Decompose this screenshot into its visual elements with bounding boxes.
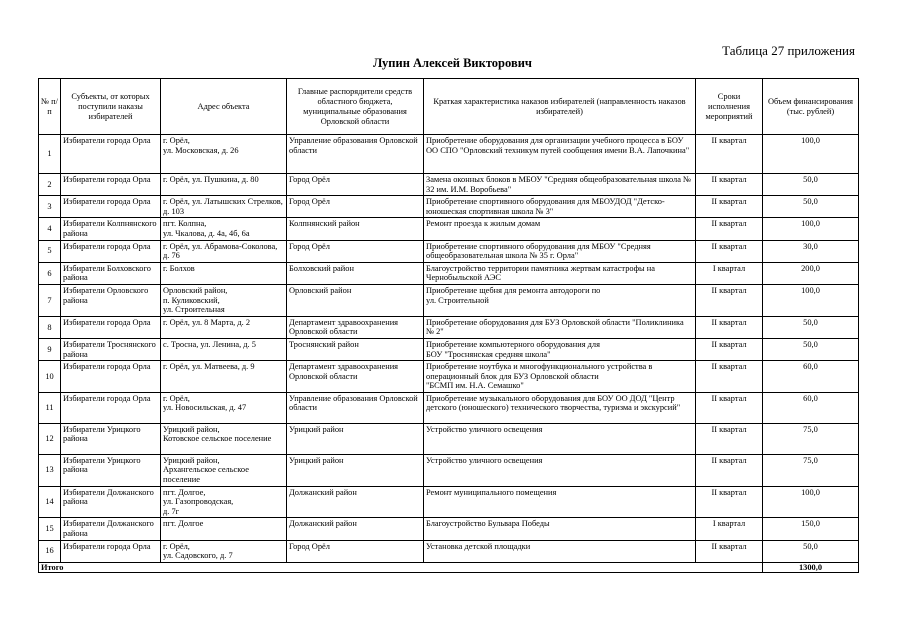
row-description: Ремонт муниципального помещения (424, 486, 696, 518)
row-address: пгт. Долгое (161, 518, 287, 540)
row-subject: Избиратели города Орла (61, 540, 161, 562)
row-number: 4 (39, 218, 61, 240)
row-number: 12 (39, 423, 61, 454)
row-term: I квартал (696, 518, 763, 540)
row-description: Благоустройство территории памятника жертвам катастрофы на Чернобыльской АЭС (424, 262, 696, 284)
table-row (39, 454, 859, 486)
total-amount: 1300,0 (763, 562, 859, 573)
row-number: 13 (39, 454, 61, 486)
row-manager: Болховский район (287, 262, 424, 284)
row-subject: Избиратели Урицкого района (61, 423, 161, 454)
row-address: г. Орёл, ул. Московская, д. 26 (161, 135, 287, 174)
row-amount: 50,0 (763, 338, 859, 360)
table-caption: Таблица 27 приложения (722, 43, 855, 58)
row-amount: 75,0 (763, 423, 859, 454)
row-address: г. Орёл, ул. Латышских Стрелков, д. 103 (161, 196, 287, 218)
row-amount: 100,0 (763, 284, 859, 316)
row-subject: Избиратели города Орла (61, 361, 161, 393)
row-amount: 150,0 (763, 518, 859, 540)
row-subject: Избиратели города Орла (61, 174, 161, 196)
row-number: 14 (39, 486, 61, 518)
header-num: № п/п (39, 79, 61, 135)
row-term: II квартал (696, 240, 763, 262)
row-manager: Управление образования Орловской области (287, 392, 424, 423)
row-manager: Урицкий район (287, 454, 424, 486)
row-address: Урицкий район, Котовское сельское поселение (161, 423, 287, 454)
row-subject: Избиратели Орловского района (61, 284, 161, 316)
row-number: 5 (39, 240, 61, 262)
row-manager: Департамент здравоохранения Орловской области (287, 316, 424, 338)
row-manager: Троснянский район (287, 338, 424, 360)
row-term: II квартал (696, 338, 763, 360)
header-term: Сроки исполнения мероприятий (696, 79, 763, 135)
row-description: Устройство уличного освещения (424, 423, 696, 454)
row-description: Приобретение оборудования для БУЗ Орловской области "Поликлиника № 2" (424, 316, 696, 338)
table-row (39, 196, 859, 218)
row-manager: Город Орёл (287, 196, 424, 218)
row-description: Приобретение оборудования для организации учебного процесса в БОУ ОО СПО "Орловский техникум путей сообщения имени В.А. Лапочкина" (424, 135, 696, 174)
row-manager: Урицкий район (287, 423, 424, 454)
row-address: г. Орёл, ул. 8 Марта, д. 2 (161, 316, 287, 338)
header-manager: Главные распорядители средств областного бюджета, муниципальные образования Орловской области (287, 79, 424, 135)
row-address: с. Тросна, ул. Ленина, д. 5 (161, 338, 287, 360)
table-row (39, 423, 859, 454)
row-description: Приобретение спортивного оборудования для МБОУДОД "Детско-юношеская спортивная школа № 3" (424, 196, 696, 218)
row-address: г. Болхов (161, 262, 287, 284)
row-term: II квартал (696, 218, 763, 240)
row-manager: Город Орёл (287, 240, 424, 262)
table-row (39, 338, 859, 360)
row-address: г. Орёл, ул. Новосильская, д. 47 (161, 392, 287, 423)
table-row (39, 218, 859, 240)
row-amount: 50,0 (763, 196, 859, 218)
row-address: г. Орёл, ул. Абрамова-Соколова, д. 76 (161, 240, 287, 262)
total-label: Итого (39, 562, 763, 573)
row-subject: Избиратели Колпнянского района (61, 218, 161, 240)
row-subject: Избиратели Должанского района (61, 486, 161, 518)
row-address: г. Орёл, ул. Пушкина, д. 80 (161, 174, 287, 196)
row-manager: Орловский район (287, 284, 424, 316)
table-row (39, 240, 859, 262)
row-manager: Управление образования Орловской области (287, 135, 424, 174)
row-amount: 30,0 (763, 240, 859, 262)
row-term: I квартал (696, 262, 763, 284)
row-subject: Избиратели Должанского района (61, 518, 161, 540)
row-term: II квартал (696, 454, 763, 486)
row-description: Установка детской площадки (424, 540, 696, 562)
table-row (39, 540, 859, 562)
row-term: II квартал (696, 316, 763, 338)
row-subject: Избиратели города Орла (61, 392, 161, 423)
row-amount: 75,0 (763, 454, 859, 486)
row-term: II квартал (696, 135, 763, 174)
row-number: 16 (39, 540, 61, 562)
row-number: 7 (39, 284, 61, 316)
row-description: Ремонт проезда к жилым домам (424, 218, 696, 240)
table-row (39, 486, 859, 518)
row-term: II квартал (696, 540, 763, 562)
table-row (39, 135, 859, 174)
row-amount: 60,0 (763, 392, 859, 423)
header-description: Краткая характеристика наказов избирателей (направленность наказов избирателей) (424, 79, 696, 135)
row-term: II квартал (696, 284, 763, 316)
row-amount: 60,0 (763, 361, 859, 393)
row-manager: Должанский район (287, 518, 424, 540)
row-number: 6 (39, 262, 61, 284)
row-subject: Избиратели города Орла (61, 240, 161, 262)
deputy-name: Лупин Алексей Викторович (373, 56, 532, 70)
row-subject: Избиратели города Орла (61, 135, 161, 174)
total-row (39, 562, 859, 573)
row-description: Устройство уличного освещения (424, 454, 696, 486)
row-manager: Город Орёл (287, 540, 424, 562)
row-number: 1 (39, 135, 61, 174)
row-description: Благоустройство Бульвара Победы (424, 518, 696, 540)
row-subject: Избиратели города Орла (61, 196, 161, 218)
table-row (39, 174, 859, 196)
row-term: II квартал (696, 423, 763, 454)
row-amount: 200,0 (763, 262, 859, 284)
row-address: пгт. Долгое, ул. Газопроводская, д. 7г (161, 486, 287, 518)
row-number: 11 (39, 392, 61, 423)
row-amount: 50,0 (763, 174, 859, 196)
table-row (39, 262, 859, 284)
row-amount: 50,0 (763, 316, 859, 338)
row-number: 15 (39, 518, 61, 540)
table-row (39, 316, 859, 338)
row-subject: Избиратели Троснянского района (61, 338, 161, 360)
row-number: 2 (39, 174, 61, 196)
row-term: II квартал (696, 196, 763, 218)
header-subject: Субъекты, от которых поступили наказы избирателей (61, 79, 161, 135)
row-term: II квартал (696, 361, 763, 393)
row-description: Приобретение щебня для ремонта автодороги по ул. Строительной (424, 284, 696, 316)
table-row (39, 518, 859, 540)
row-address: г. Орёл, ул. Садовского, д. 7 (161, 540, 287, 562)
header-address: Адрес объекта (161, 79, 287, 135)
row-manager: Колпнянский район (287, 218, 424, 240)
row-term: II квартал (696, 392, 763, 423)
row-term: II квартал (696, 174, 763, 196)
row-address: Орловский район, п. Куликовский, ул. Строительная (161, 284, 287, 316)
header-amount: Объем финансирования (тыс. рублей) (763, 79, 859, 135)
row-term: II квартал (696, 486, 763, 518)
row-amount: 50,0 (763, 540, 859, 562)
orders-table (38, 78, 859, 573)
row-number: 10 (39, 361, 61, 393)
row-number: 9 (39, 338, 61, 360)
row-address: пгт. Колпна, ул. Чкалова, д. 4а, 4б, 6а (161, 218, 287, 240)
table-body (39, 135, 859, 573)
table-row (39, 361, 859, 393)
row-address: г. Орёл, ул. Матвеева, д. 9 (161, 361, 287, 393)
row-amount: 100,0 (763, 135, 859, 174)
table-row (39, 392, 859, 423)
row-description: Приобретение музыкального оборудования для БОУ ОО ДОД "Центр детского (юношеского) технического творчества, туризма и экскурсий" (424, 392, 696, 423)
row-description: Приобретение спортивного оборудования для МБОУ "Средняя общеобразовательная школа № 35 г. Орла" (424, 240, 696, 262)
row-amount: 100,0 (763, 486, 859, 518)
row-manager: Департамент здравоохранения Орловской области (287, 361, 424, 393)
table-header-row (39, 79, 859, 135)
row-subject: Избиратели Болховского района (61, 262, 161, 284)
row-amount: 100,0 (763, 218, 859, 240)
row-address: Урицкий район, Архангельское сельское поселение (161, 454, 287, 486)
row-subject: Избиратели города Орла (61, 316, 161, 338)
row-description: Приобретение компьютерного оборудования для БОУ "Троснянская средняя школа" (424, 338, 696, 360)
row-number: 3 (39, 196, 61, 218)
row-number: 8 (39, 316, 61, 338)
row-subject: Избиратели Урицкого района (61, 454, 161, 486)
row-manager: Город Орёл (287, 174, 424, 196)
row-manager: Должанский район (287, 486, 424, 518)
row-description: Замена оконных блоков в МБОУ "Средняя общеобразовательная школа № 32 им. И.М. Воробьева" (424, 174, 696, 196)
table-row (39, 284, 859, 316)
row-description: Приобретение ноутбука и многофункционального устройства в операционный блок для БУЗ Орловской области "БСМП им. Н.А. Семашко" (424, 361, 696, 393)
